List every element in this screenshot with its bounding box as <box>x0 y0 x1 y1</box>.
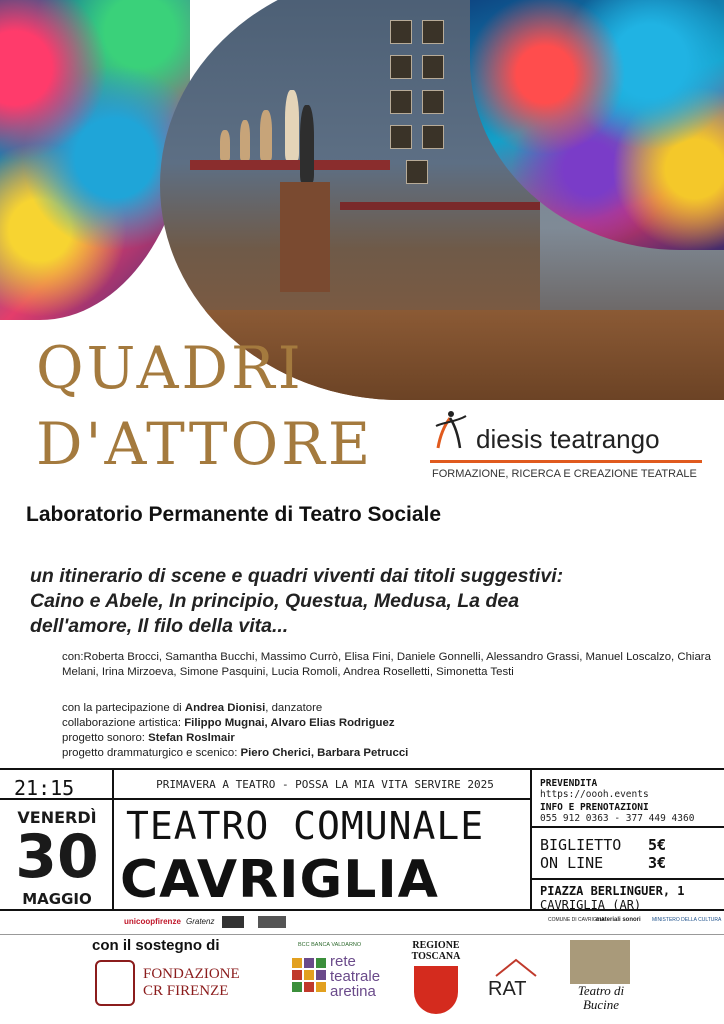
sponsor-strip <box>0 913 724 935</box>
event-weekday: VENERDÌ <box>17 808 97 827</box>
credit-value: Piero Cherici, Barbara Petrucci <box>240 747 409 759</box>
support-label: con il sostegno di <box>92 937 220 954</box>
statue <box>300 105 314 182</box>
credit-line <box>62 701 712 716</box>
rete-line: aretina <box>330 983 376 1000</box>
credit-line <box>62 746 712 761</box>
credits-list <box>62 701 712 761</box>
venue-line1: TEATRO COMUNALE <box>126 804 485 848</box>
show-title-line2: D'ATTORE <box>36 410 374 478</box>
rete-grid-icon <box>292 958 326 998</box>
statue <box>285 90 299 160</box>
sponsor-comune: COMUNE DI CAVRIGLIA <box>548 917 605 923</box>
sponsor-materiali-sonori: materiali sonori <box>596 917 641 923</box>
credit-line <box>62 716 712 731</box>
credit-label: progetto sonoro: <box>62 732 149 744</box>
sponsor-logo-dark <box>222 916 244 928</box>
gallery-shelf <box>190 160 390 170</box>
event-time: 21:15 <box>14 776 75 800</box>
cast-prefix: con: <box>62 651 84 663</box>
divider <box>530 878 724 880</box>
intro-text <box>30 564 710 639</box>
ticket-price: 5€ <box>648 836 667 854</box>
show-title-line1: QUADRI <box>36 334 304 402</box>
intro-line: Caino e Abele, In principio, Questua, Medusa, La dea <box>30 590 520 612</box>
credit-label: progetto drammaturgico e scenico: <box>62 747 241 759</box>
sponsor-unicoop: unicoopfirenze <box>124 917 181 926</box>
statue <box>220 130 230 160</box>
sponsor-gratenz: Gratenz <box>186 917 215 926</box>
phone-numbers: 055 912 0363 - 377 449 4360 <box>540 813 695 824</box>
regione-toscana-logo <box>408 940 464 1016</box>
intro-line: dell'amore, Il filo della vita... <box>30 615 289 637</box>
credit-label: collaborazione artistica: <box>62 717 185 729</box>
sponsor-logo-dark <box>258 916 286 928</box>
relief-tile <box>390 55 412 79</box>
regione-name: REGIONE TOSCANA <box>411 940 461 962</box>
rete-line: rete <box>330 953 356 970</box>
credit-suffix: , danzatore <box>265 702 323 714</box>
statue <box>260 110 272 160</box>
logo-name: diesis teatrango <box>476 424 660 454</box>
rete-sponsor: BCC BANCA VALDARNO <box>298 942 362 948</box>
address-street: PIAZZA BERLINGUER, 1 <box>540 884 685 898</box>
logo-tagline: FORMAZIONE, RICERCA E CREAZIONE TEATRALE <box>432 468 697 480</box>
teatro-di-bucine-logo <box>566 940 636 1016</box>
subtitle: Laboratorio Permanente di Teatro Sociale <box>26 503 442 526</box>
rat-name: RAT <box>488 978 527 1000</box>
online-price: 3€ <box>648 854 667 872</box>
ticket-label: BIGLIETTO <box>540 836 622 854</box>
relief-tile <box>390 125 412 149</box>
gallery-stripe <box>340 202 540 210</box>
rete-name <box>330 954 380 999</box>
fondazione-name: FONDAZIONE CR FIRENZE <box>143 966 240 999</box>
credit-value: Filippo Mugnai, Alvaro Elias Rodriguez <box>184 717 395 729</box>
credit-label: con la partecipazione di <box>62 702 185 714</box>
presale-url[interactable]: https://oooh.events <box>540 789 649 800</box>
season-title: PRIMAVERA A TEATRO - POSSA LA MIA VITA SERVIRE 2025 <box>156 778 494 791</box>
fondazione-cr-firenze-logo <box>95 960 255 1008</box>
relief-tile <box>422 125 444 149</box>
dancer-icon <box>430 408 470 452</box>
relief-tile <box>422 55 444 79</box>
relief-tile <box>406 160 428 184</box>
credit-line <box>62 731 712 746</box>
house-roof-icon <box>494 958 538 978</box>
relief-tile <box>422 90 444 114</box>
cast-list <box>62 650 712 680</box>
credit-value: Andrea Dionisi <box>184 702 266 714</box>
rete-teatrale-aretina-logo <box>292 942 402 1012</box>
sponsor-ministero: MINISTERO DELLA CULTURA <box>652 917 722 923</box>
fondazione-icon <box>95 960 135 1006</box>
logo-underline <box>430 460 702 463</box>
theater-building-icon <box>570 940 630 984</box>
divider <box>112 770 114 909</box>
divider <box>530 826 724 828</box>
bucine-name: Teatro di Bucine <box>577 983 625 1012</box>
relief-tile <box>422 20 444 44</box>
rat-logo <box>486 958 546 1008</box>
pegasus-shield-icon <box>414 966 458 1014</box>
info-label: INFO E PRENOTAZIONI <box>540 802 649 813</box>
event-day: 30 <box>15 822 99 892</box>
rete-line: teatrale <box>330 968 381 985</box>
online-label: ON LINE <box>540 854 604 872</box>
address-city: CAVRIGLIA (AR) <box>540 898 642 912</box>
event-info-box <box>0 768 724 911</box>
cast-names: Roberta Brocci, Samantha Bucchi, Massimo Currò, Elisa Fini, Daniele Gonnelli, Alessandro Grassi, Manuel Loscalzo, Chiara Melani, Irina Mirzoeva, Simone Pasquini, Lucia Romoli, Andrea Roselletti, Simonetta Testi <box>62 651 711 678</box>
pedestal <box>280 182 330 292</box>
presale-label: PREVENDITA <box>540 778 598 789</box>
relief-tile <box>390 90 412 114</box>
credit-value: Stefan Roslmair <box>148 732 235 744</box>
statue <box>240 120 250 160</box>
divider <box>0 798 530 800</box>
event-month: MAGGIO <box>22 890 92 908</box>
venue-line2: CAVRIGLIA <box>120 850 439 910</box>
intro-line: un itinerario di scene e quadri viventi dai titoli suggestivi: <box>30 565 564 587</box>
relief-tile <box>390 20 412 44</box>
divider <box>530 770 532 909</box>
